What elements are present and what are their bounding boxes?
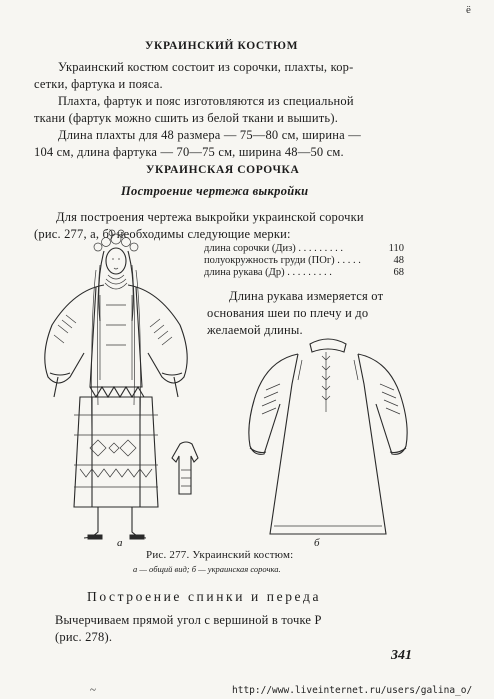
text-line: Длина плахты для 48 размера — 75—80 см, ширина —	[58, 128, 361, 142]
text-line: Для построения чертежа выкройки украинской сорочки	[56, 210, 364, 224]
measurement-label: длина сорочки (Диз) . . . . . . . . .	[204, 243, 344, 254]
text-line: Вычерчиваем прямой угол с вершиной в точке Р	[55, 613, 322, 627]
measurement-label: полуокружность груди (ПОг) . . . . .	[204, 255, 361, 266]
figure-caption-detail: а — общий вид; б — украинская сорочка.	[133, 564, 281, 574]
footer-url: http://www.liveinternet.ru/users/galina_o/	[232, 685, 473, 696]
measurement-row	[204, 255, 404, 267]
figure-shirt-illustration	[240, 330, 415, 540]
measurement-row	[204, 243, 404, 255]
intro-paragraph	[34, 59, 418, 161]
figure-label-a: а	[117, 537, 123, 549]
text-line: 104 см, длина фартука — 70—75 см, ширина 48—50 см.	[34, 145, 344, 159]
bottom-mark: ~	[90, 684, 96, 696]
text-line: ткани (фартук можно сшить из белой ткани и вышить).	[34, 111, 339, 125]
final-paragraph	[55, 612, 322, 646]
heading-ukrainian-costume: УКРАИНСКИЙ КОСТЮМ	[145, 40, 299, 52]
figure-caption: Рис. 277. Украинский костюм:	[146, 549, 294, 561]
page-number: 341	[391, 648, 412, 663]
text-line: Длина рукава измеряется от	[229, 289, 384, 303]
measurement-label: длина рукава (Др) . . . . . . . . .	[204, 267, 332, 278]
heading-ukrainian-shirt: УКРАИНСКАЯ СОРОЧКА	[146, 164, 300, 176]
text-line: сетки, фартука и пояса.	[34, 77, 163, 91]
text-line: (рис. 278).	[55, 630, 113, 644]
measurement-value: 68	[393, 267, 404, 278]
text-line: Украинский костюм состоит из сорочки, плахты, кор-	[58, 60, 354, 74]
text-line: (рис. 277, а, б) необходимы следующие мерки:	[34, 227, 291, 241]
corner-mark: ё	[466, 4, 471, 16]
figure-back-view-inset	[170, 440, 202, 500]
subheading-pattern-drafting: Построение чертежа выкройки	[121, 184, 309, 198]
text-line: основания шеи по плечу и до	[207, 306, 369, 320]
text-line: желаемой длины.	[207, 323, 303, 337]
section-heading-back-front: Построение спинки и переда	[87, 589, 322, 604]
text-line: Плахта, фартук и пояс изготовляются из специальной	[58, 94, 354, 108]
figure-label-b: б	[314, 537, 320, 549]
measurement-value: 48	[393, 255, 404, 266]
measurement-row	[204, 267, 404, 279]
measurement-value: 110	[388, 243, 404, 254]
